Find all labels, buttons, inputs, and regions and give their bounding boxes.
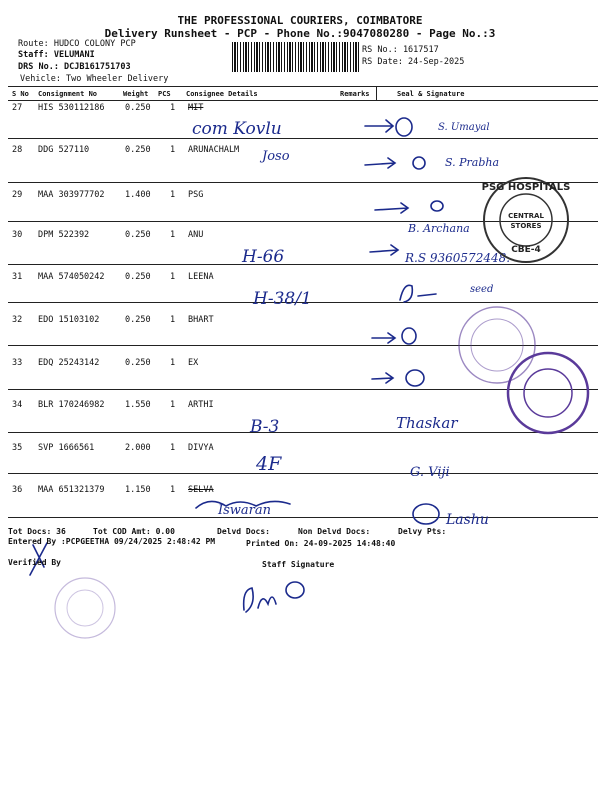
purple-seals: [55, 307, 588, 638]
arrow-mark: [365, 120, 393, 132]
total-docs: Tot Docs: 36: [8, 527, 66, 536]
handwritten-row35-seal: G. Viji: [410, 465, 450, 480]
col-consignment: Consignment No: [38, 90, 98, 98]
signature-loop: [413, 157, 425, 169]
row-consignment: MAA 651321379: [38, 485, 105, 495]
row-consignee: BHART: [188, 315, 214, 325]
row-weight: 0.250: [125, 315, 151, 325]
row-consignee: MIT: [188, 103, 204, 113]
handwritten-row30-name: H-66: [242, 247, 285, 267]
row-consignment: EDO 15103102: [38, 315, 100, 325]
handwritten-row30-seal: R.S 9360572448.: [405, 251, 511, 265]
row-consignment: DPM 522392: [38, 230, 90, 240]
row-pcs: 1: [170, 272, 176, 282]
row-sno: 34: [12, 400, 23, 410]
col-sno: S No: [12, 90, 29, 98]
handwritten-row27-name: com Kovlu: [192, 119, 282, 139]
row-consignment: BLR 170246982: [38, 400, 105, 410]
row-weight: 0.250: [125, 358, 151, 368]
handwritten-row29-seal: B. Archana: [408, 222, 470, 235]
printed-on: Printed On: 24-09-2025 14:48:40: [246, 539, 396, 548]
row-consignee: ARUNACHALM: [188, 145, 240, 155]
col-consignee: Consignee Details: [186, 90, 258, 98]
col-pcs: PCS: [158, 90, 171, 98]
purple-seal: [508, 353, 588, 433]
row-sno: 35: [12, 443, 23, 453]
row-sno: 29: [12, 190, 23, 200]
row-pcs: 1: [170, 358, 176, 368]
signature-loop: [402, 328, 416, 344]
handwritten-row36-name: Iswaran: [218, 503, 272, 518]
row-pcs: 1: [170, 190, 176, 200]
row-sno: 28: [12, 145, 23, 155]
stamp-top-text: PSG HOSPITALS: [481, 182, 571, 193]
arrow-mark: [375, 203, 408, 213]
row-weight: 1.400: [125, 190, 151, 200]
row-weight: 0.250: [125, 145, 151, 155]
row-sno: 33: [12, 358, 23, 368]
handwritten-text: [192, 119, 510, 528]
row-weight: 0.250: [125, 272, 151, 282]
vehicle-label: Vehicle: Two Wheeler Delivery: [20, 74, 169, 84]
arrow-mark: [370, 245, 398, 255]
signature-loop: [396, 118, 412, 136]
staff-signature-label: Staff Signature: [262, 560, 335, 569]
row-consignment: HIS 530112186: [38, 103, 105, 113]
row-sno: 31: [12, 272, 23, 282]
handwritten-row28-name: Joso: [262, 149, 290, 164]
row-consignment: MAA 303977702: [38, 190, 105, 200]
delivery-points: Delvy Pts:: [398, 527, 447, 536]
signature-loop: [413, 504, 439, 524]
rs-date: RS Date: 24-Sep-2025: [362, 57, 465, 67]
row-consignee: ANU: [188, 230, 204, 240]
row-consignment: DDG 527110: [38, 145, 90, 155]
total-cod-amount: Tot COD Amt: 0.00: [93, 527, 175, 536]
delivered-docs: Delvd Docs:: [217, 527, 270, 536]
handwritten-row28-seal: S. Prabha: [445, 156, 500, 169]
drs-number: DRS No.: DCJB161751703: [18, 62, 131, 72]
stamp-center-text1: CENTRAL: [508, 212, 544, 220]
row-pcs: 1: [170, 315, 176, 325]
staff-signature-scrawl: [244, 588, 276, 612]
stamp-center-text2: STORES: [510, 222, 542, 230]
row-pcs: 1: [170, 103, 176, 113]
row-weight: 2.000: [125, 443, 151, 453]
row-pcs: 1: [170, 443, 176, 453]
page-title: THE PROFESSIONAL COURIERS, COIMBATORE: [177, 14, 423, 27]
row-pcs: 1: [170, 485, 176, 495]
arrow-mark: [365, 158, 395, 168]
staff-signature-loop: [286, 582, 304, 598]
row-weight: 0.250: [125, 230, 151, 240]
row-sno: 30: [12, 230, 23, 240]
row-consignee: DIVYA: [188, 443, 214, 453]
non-delivered-docs: Non Delvd Docs:: [298, 527, 371, 536]
row-pcs: 1: [170, 230, 176, 240]
row-consignee: PSG: [188, 190, 204, 200]
handwritten-row35-name: 4F: [256, 453, 282, 475]
row-weight: 0.250: [125, 103, 151, 113]
entered-by: Entered By :PCPGEETHA 09/24/2025 2:48:42 PM: [8, 537, 216, 546]
signature-loop: [431, 201, 443, 211]
route-label: Route: HUDCO COLONY PCP: [18, 39, 136, 49]
arrow-mark: [372, 333, 395, 343]
row-consignee: SELVA: [188, 485, 214, 495]
row-consignment: SVP 1666561: [38, 443, 95, 453]
faded-seal: [459, 307, 535, 383]
rs-number: RS No.: 1617517: [362, 45, 439, 55]
row-sno: 27: [12, 103, 23, 113]
signature-loop: [406, 370, 424, 386]
runsheet-subtitle: Delivery Runsheet - PCP - Phone No.:9047080280 - Page No.:3: [104, 27, 496, 40]
row-consignee: ARTHI: [188, 400, 214, 410]
row-pcs: 1: [170, 145, 176, 155]
col-weight: Weight: [123, 90, 149, 98]
row-pcs: 1: [170, 400, 176, 410]
row-weight: 1.550: [125, 400, 151, 410]
handwritten-row36-seal: Lashu: [446, 512, 489, 528]
handwritten-row31-name: H-38/1: [253, 289, 312, 309]
row-consignment: MAA 574050242: [38, 272, 105, 282]
handwritten-row27-seal: S. Umayal: [438, 122, 490, 133]
col-remarks: Remarks: [340, 90, 370, 98]
row-weight: 1.150: [125, 485, 151, 495]
psg-stamp: [482, 178, 571, 262]
row-sno: 32: [12, 315, 23, 325]
row-consignment: EDQ 25243142: [38, 358, 100, 368]
faded-verify-seal: [55, 578, 115, 638]
col-seal: Seal & Signature: [397, 90, 465, 98]
verified-by: Verified By: [8, 558, 61, 567]
handwritten-row31-seal: seed: [470, 284, 494, 295]
row-consignee: EX: [188, 358, 199, 368]
staff-label: Staff: VELUMANI: [18, 50, 95, 60]
row-consignee: LEENA: [188, 272, 214, 282]
arrow-mark: [372, 373, 393, 383]
handwritten-row34-name: B-3: [250, 417, 280, 437]
handwritten-row34-seal: Thaskar: [396, 414, 458, 432]
signature-scrawl: [400, 285, 436, 302]
stamp-bottom-text: CBE-4: [511, 245, 541, 255]
row-sno: 36: [12, 485, 23, 495]
